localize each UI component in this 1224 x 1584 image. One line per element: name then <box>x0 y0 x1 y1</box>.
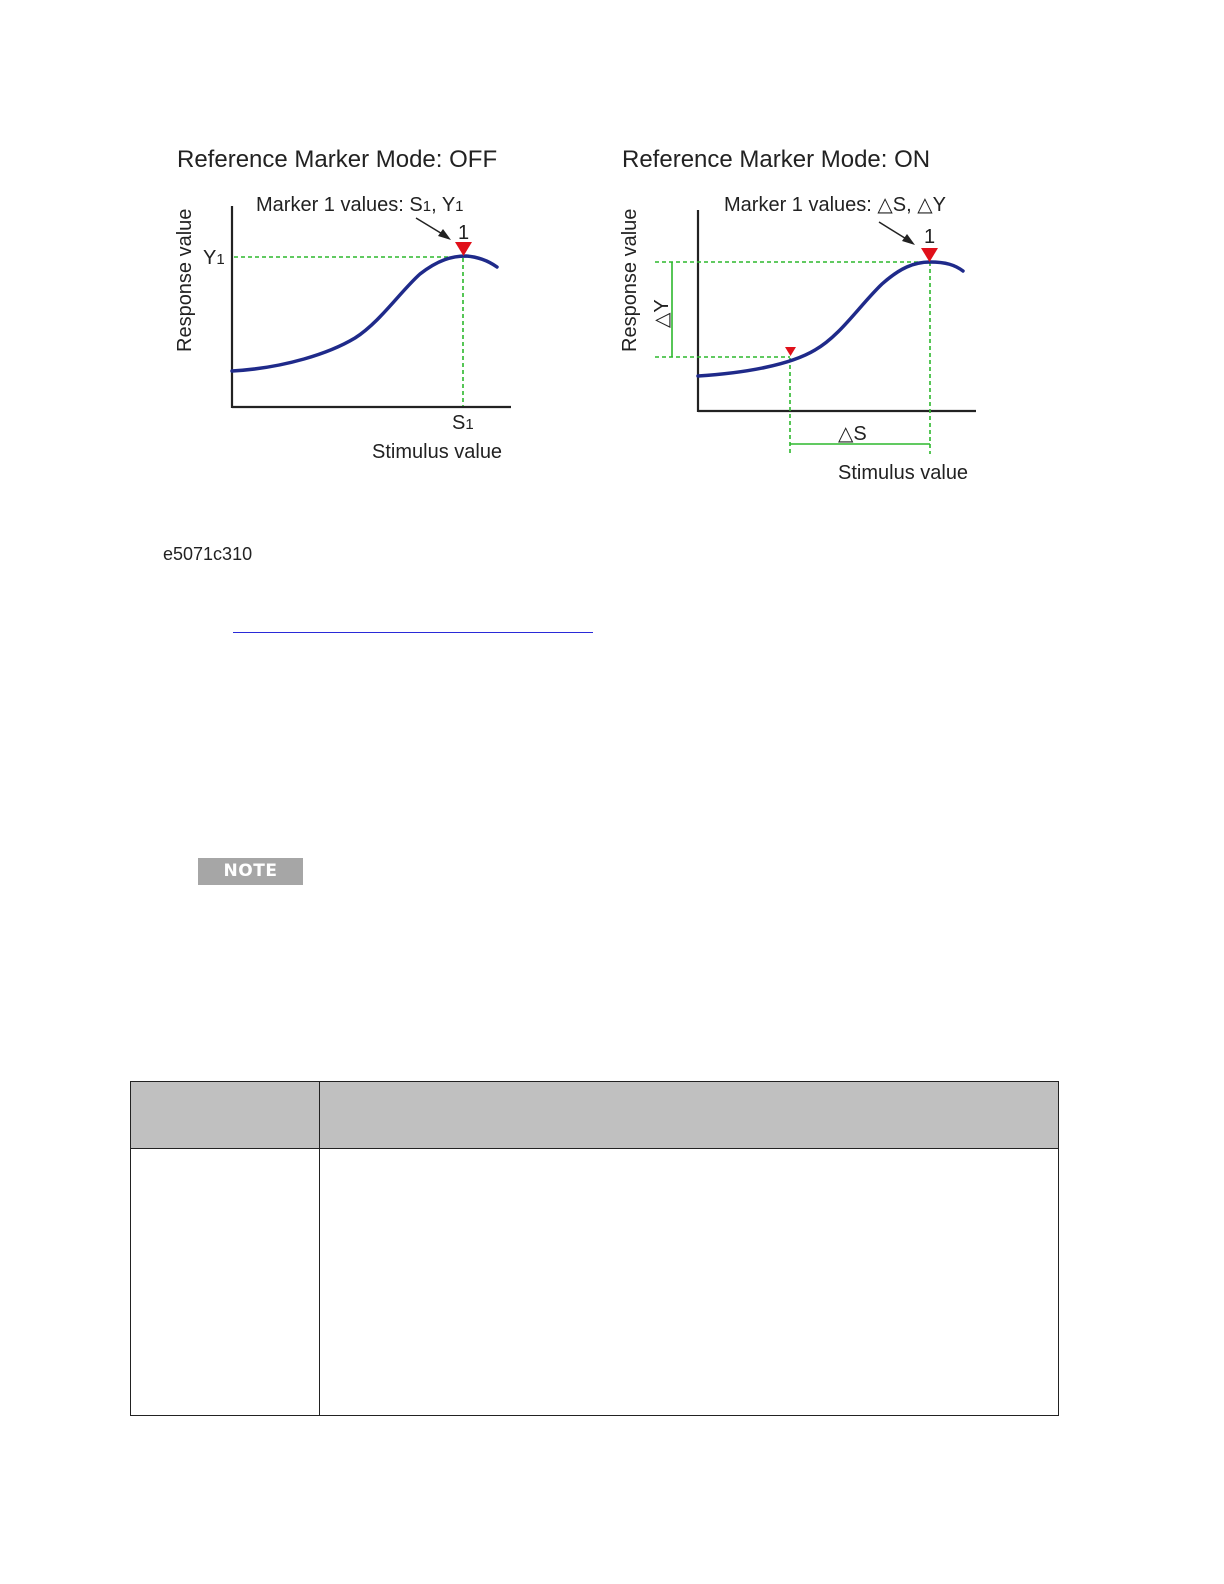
left-caption-arrowhead <box>438 229 451 240</box>
reference-marker-figure <box>0 0 1224 520</box>
left-x-axis-label: Stimulus value <box>372 441 503 463</box>
left-marker-caption: Marker 1 values: S1, Y1 <box>256 194 464 216</box>
right-y-axis-label: Response value <box>619 208 641 352</box>
left-panel-title: Reference Marker Mode: OFF <box>177 146 498 173</box>
left-caption-arrow-line <box>416 218 444 235</box>
right-panel-title: Reference Marker Mode: ON <box>622 146 931 173</box>
left-x-tick-label: S1 <box>452 412 474 434</box>
right-marker-number: 1 <box>924 226 936 248</box>
right-marker-1 <box>921 248 938 262</box>
table-header-cell <box>131 1082 320 1149</box>
delta-s-label: △S <box>838 423 867 445</box>
figure-image-id: e5071c310 <box>163 544 253 564</box>
table-row <box>131 1149 1059 1416</box>
delta-y-label: △Y <box>651 299 673 328</box>
right-x-axis-label: Stimulus value <box>838 462 969 484</box>
right-panel <box>619 146 976 484</box>
left-trace <box>232 256 497 371</box>
table-cell <box>131 1149 320 1416</box>
right-marker-caption: Marker 1 values: △S, △Y <box>724 194 946 216</box>
hyperlink-underline[interactable] <box>233 632 593 633</box>
table-header-row <box>131 1082 1059 1149</box>
note-badge: NOTE <box>198 858 303 885</box>
right-caption-arrow-line <box>879 222 908 240</box>
table-cell <box>320 1149 1059 1416</box>
left-y-tick-label: Y1 <box>203 247 225 269</box>
table-header-cell <box>320 1082 1059 1149</box>
info-table <box>130 1081 1059 1416</box>
right-trace <box>698 262 963 376</box>
reference-marker <box>785 347 796 356</box>
left-marker-number: 1 <box>458 222 470 244</box>
left-y-axis-label: Response value <box>174 208 196 352</box>
left-panel <box>174 146 511 463</box>
right-caption-arrowhead <box>902 234 915 245</box>
left-marker-1 <box>455 242 472 256</box>
